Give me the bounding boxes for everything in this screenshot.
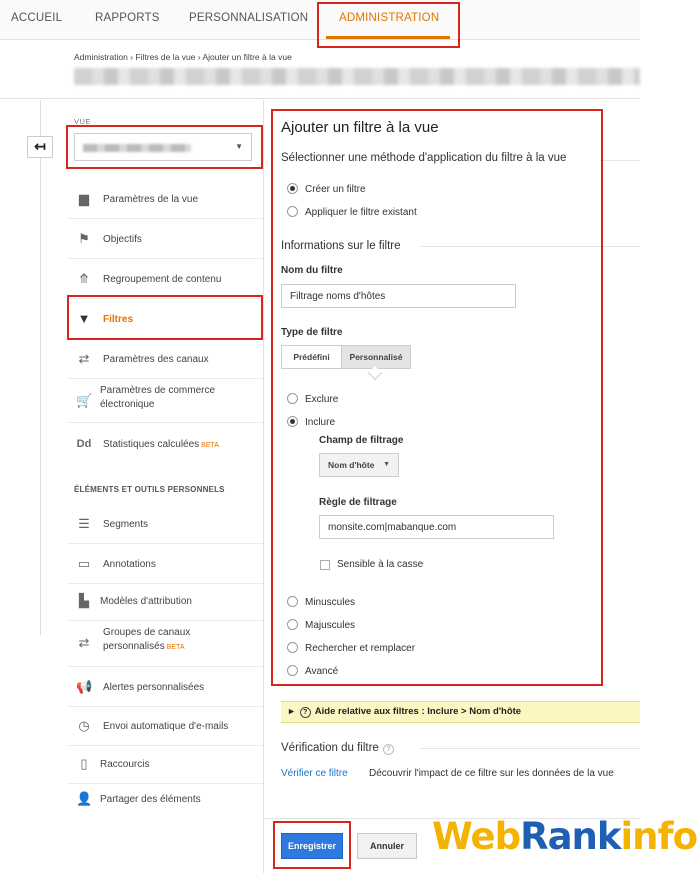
tab-accueil[interactable]: ACCUEIL (11, 12, 63, 24)
help-bar[interactable] (281, 701, 640, 723)
help-icon[interactable]: ? (383, 744, 394, 755)
logo-info: info (620, 815, 697, 858)
caret-down-icon: ▼ (383, 461, 390, 468)
sidebar-item-parametres-vue[interactable] (68, 179, 263, 219)
sidebar-item-label: Regroupement de contenu (103, 274, 222, 285)
comment-icon: ▭ (77, 556, 91, 571)
name-label: Nom du filtre (281, 265, 343, 276)
highlight-box-form (271, 109, 603, 686)
tab-personnalisation[interactable]: PERSONNALISATION (189, 12, 309, 24)
channels-icon: ⇄ (78, 351, 90, 366)
radio-label: Appliquer le filtre existant (305, 207, 417, 218)
section-title-tools: ÉLÉMENTS ET OUTILS PERSONNELS (74, 485, 225, 494)
verif-title-text: Vérification du filtre (281, 742, 379, 754)
filter-icon: ▼ (77, 311, 91, 326)
sidebar-item-label: Paramètres des canaux (103, 354, 209, 365)
sidebar-item-label: Alertes personnalisées (103, 682, 205, 693)
sidebar-item-annotations[interactable] (68, 544, 263, 584)
sidebar-item-label: Raccourcis (100, 759, 150, 770)
merge-icon: ⤊ (78, 271, 90, 286)
megaphone-icon: 📢 (76, 679, 93, 694)
cart-icon: 🛒 (76, 393, 93, 408)
sidebar-item-canaux[interactable] (68, 339, 263, 379)
rule-label: Règle de filtrage (319, 497, 397, 508)
caret-down-icon: ▼ (235, 142, 243, 151)
sidebar-item-alertes[interactable] (68, 667, 263, 707)
verif-title (281, 742, 394, 755)
dd-icon: Dd (76, 438, 92, 450)
page-title: Ajouter un filtre à la vue (281, 119, 439, 136)
radio-label: Minuscules (305, 597, 356, 608)
radio-label: Exclure (305, 394, 339, 405)
verif-rule (420, 748, 640, 749)
sidebar-item-segments[interactable] (68, 504, 263, 544)
segments-icon: ☰ (78, 516, 90, 531)
radio-label: Majuscules (305, 620, 356, 631)
sidebar-rail (40, 100, 41, 635)
logo-web: Web (432, 815, 521, 858)
flag-icon: ⚑ (78, 231, 90, 246)
radio-label: Rechercher et remplacer (305, 643, 416, 654)
sidebar-divider (263, 100, 264, 873)
type-label: Type de filtre (281, 327, 343, 338)
document-icon: ▆ (79, 191, 89, 206)
sidebar-item-label: Paramètres de la vue (103, 194, 199, 205)
tab-rapports[interactable]: RAPPORTS (95, 12, 160, 24)
sidebar-item-label: Segments (103, 519, 149, 530)
filter-field-value: Nom d'hôte (328, 460, 375, 470)
back-button[interactable] (27, 136, 53, 158)
cancel-button[interactable]: Annuler (357, 833, 417, 859)
sidebar-item-emails[interactable] (68, 706, 263, 746)
sidebar-item-label: Partager des éléments (100, 794, 201, 805)
statistiques-label: Statistiques calculées (103, 439, 200, 450)
breadcrumb: Administration › Filtres de la vue › Ajouter un filtre à la vue (74, 52, 292, 62)
save-button[interactable]: Enregistrer (281, 833, 343, 859)
highlight-box-admin-tab (317, 2, 460, 48)
beta-badge: BETA (166, 644, 185, 651)
sidebar-item-raccourcis[interactable] (68, 744, 263, 784)
webrankinfo-logo (432, 815, 697, 859)
sidebar-item-partager[interactable] (68, 779, 263, 819)
header-divider (0, 98, 640, 99)
sidebar-item-groupes-canaux[interactable] (68, 621, 263, 667)
channel-groups-icon: ⇄ (78, 635, 90, 650)
info-title: Informations sur le filtre (281, 240, 401, 252)
method-title: Sélectionner une méthode d'application du filtre à la vue (281, 152, 567, 164)
highlight-box-vue (66, 125, 263, 169)
sidebar-item-commerce[interactable] (68, 379, 263, 423)
vue-label: VUE (74, 117, 91, 126)
sidebar-item-attribution[interactable] (68, 581, 263, 621)
sidebar-item-label: Modèles d'attribution (100, 596, 192, 607)
tab-administration[interactable]: ADMINISTRATION (339, 12, 440, 24)
sidebar-item-label: Envoi automatique d'e-mails (103, 721, 229, 732)
radio-label: Avancé (305, 666, 339, 677)
tab-personnalise[interactable]: Personnalisé (341, 345, 411, 369)
highlight-box-filtres (67, 295, 263, 340)
verify-filter-description: Découvrir l'impact de ce filtre sur les données de la vue (369, 768, 614, 779)
radio-label: Inclure (305, 417, 336, 428)
case-sensitive-label: Sensible à la casse (337, 559, 424, 570)
highlight-box-save (273, 821, 351, 869)
expand-triangle-icon: ▸ (289, 706, 294, 717)
method-rule (600, 160, 640, 161)
account-path-redacted (74, 68, 640, 85)
bar-chart-icon: ▙ (79, 593, 89, 608)
beta-badge: BETA (201, 442, 219, 449)
verify-filter-link[interactable]: Vérifier ce filtre (281, 768, 348, 779)
help-text: Aide relative aux filtres : Inclure > Nom d'hôte (314, 706, 522, 717)
sidebar-item-label (103, 438, 219, 453)
arrow-left-icon: ↤ (34, 138, 46, 154)
clock-icon: ◷ (78, 718, 90, 733)
sidebar-item-objectifs[interactable] (68, 219, 263, 259)
sidebar-item-label (103, 626, 223, 655)
sidebar-item-statistiques[interactable] (68, 424, 263, 464)
sidebar-item-label: Objectifs (103, 234, 142, 245)
tab-predefini[interactable]: Prédéfini (281, 345, 342, 369)
sidebar-item-label: Filtres (103, 314, 134, 325)
shortcut-icon: ▯ (80, 756, 88, 771)
field-label: Champ de filtrage (319, 435, 404, 446)
sidebar-item-label: Annotations (103, 559, 156, 570)
help-icon: ? (300, 707, 311, 718)
sidebar-item-regroupement[interactable] (68, 259, 263, 299)
share-user-icon: 👤 (76, 791, 93, 806)
groupes-label: Groupes de canaux personnalisés (103, 627, 191, 652)
sidebar-item-label: Paramètres de commerce électronique (100, 385, 216, 410)
logo-rank: Rank (520, 815, 621, 858)
radio-label: Créer un filtre (305, 184, 366, 195)
